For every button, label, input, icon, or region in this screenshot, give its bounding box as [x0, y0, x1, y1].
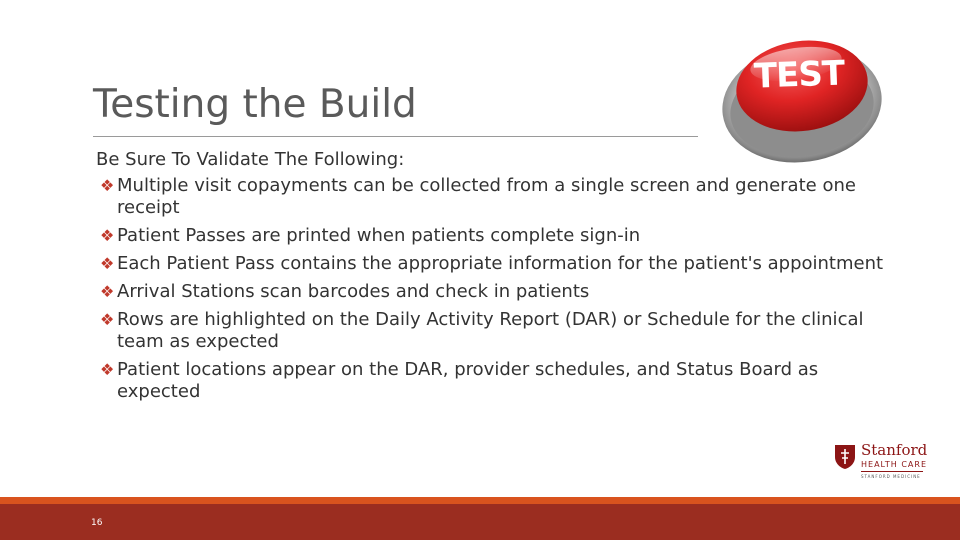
bullet-list	[96, 175, 896, 403]
list-item-text: Patient locations appear on the DAR, provider schedules, and Status Board as expected	[117, 359, 819, 402]
logo-tagline: STANFORD MEDICINE	[861, 474, 921, 479]
list-item	[96, 225, 896, 247]
footer-bar	[0, 504, 960, 540]
diamond-bullet-icon: ❖	[100, 226, 115, 245]
list-item	[96, 309, 896, 353]
page-number: 16	[91, 518, 103, 528]
page-title: Testing the Build	[93, 82, 417, 127]
logo-subtitle: HEALTH CARE	[861, 460, 928, 469]
diamond-bullet-icon: ❖	[100, 360, 115, 379]
diamond-bullet-icon: ❖	[100, 176, 115, 195]
diamond-bullet-icon: ❖	[100, 254, 115, 273]
title-divider	[93, 136, 698, 137]
slide-body	[96, 149, 896, 403]
list-item	[96, 253, 896, 275]
logo-divider	[861, 471, 923, 472]
list-item-text: Multiple visit copayments can be collected from a single screen and generate one receipt	[117, 175, 856, 218]
intro-text: Be Sure To Validate The Following:	[96, 149, 405, 170]
diamond-bullet-icon: ❖	[100, 310, 115, 329]
diamond-bullet-icon: ❖	[100, 282, 115, 301]
test-button-label: TEST	[753, 53, 845, 97]
list-item-text: Each Patient Pass contains the appropriate information for the patient's appointment	[117, 253, 884, 274]
stanford-logo	[834, 440, 934, 482]
list-item-text: Rows are highlighted on the Daily Activity Report (DAR) or Schedule for the clinical team as expected	[117, 309, 864, 352]
list-item	[96, 359, 896, 403]
shield-icon	[834, 444, 856, 470]
list-item	[96, 175, 896, 219]
test-button-icon	[716, 28, 884, 166]
footer-accent-bar	[0, 497, 960, 504]
logo-name: Stanford	[861, 441, 928, 459]
list-item-text: Arrival Stations scan barcodes and check in patients	[117, 281, 590, 302]
list-item	[96, 281, 896, 303]
list-item-text: Patient Passes are printed when patients complete sign-in	[117, 225, 641, 246]
